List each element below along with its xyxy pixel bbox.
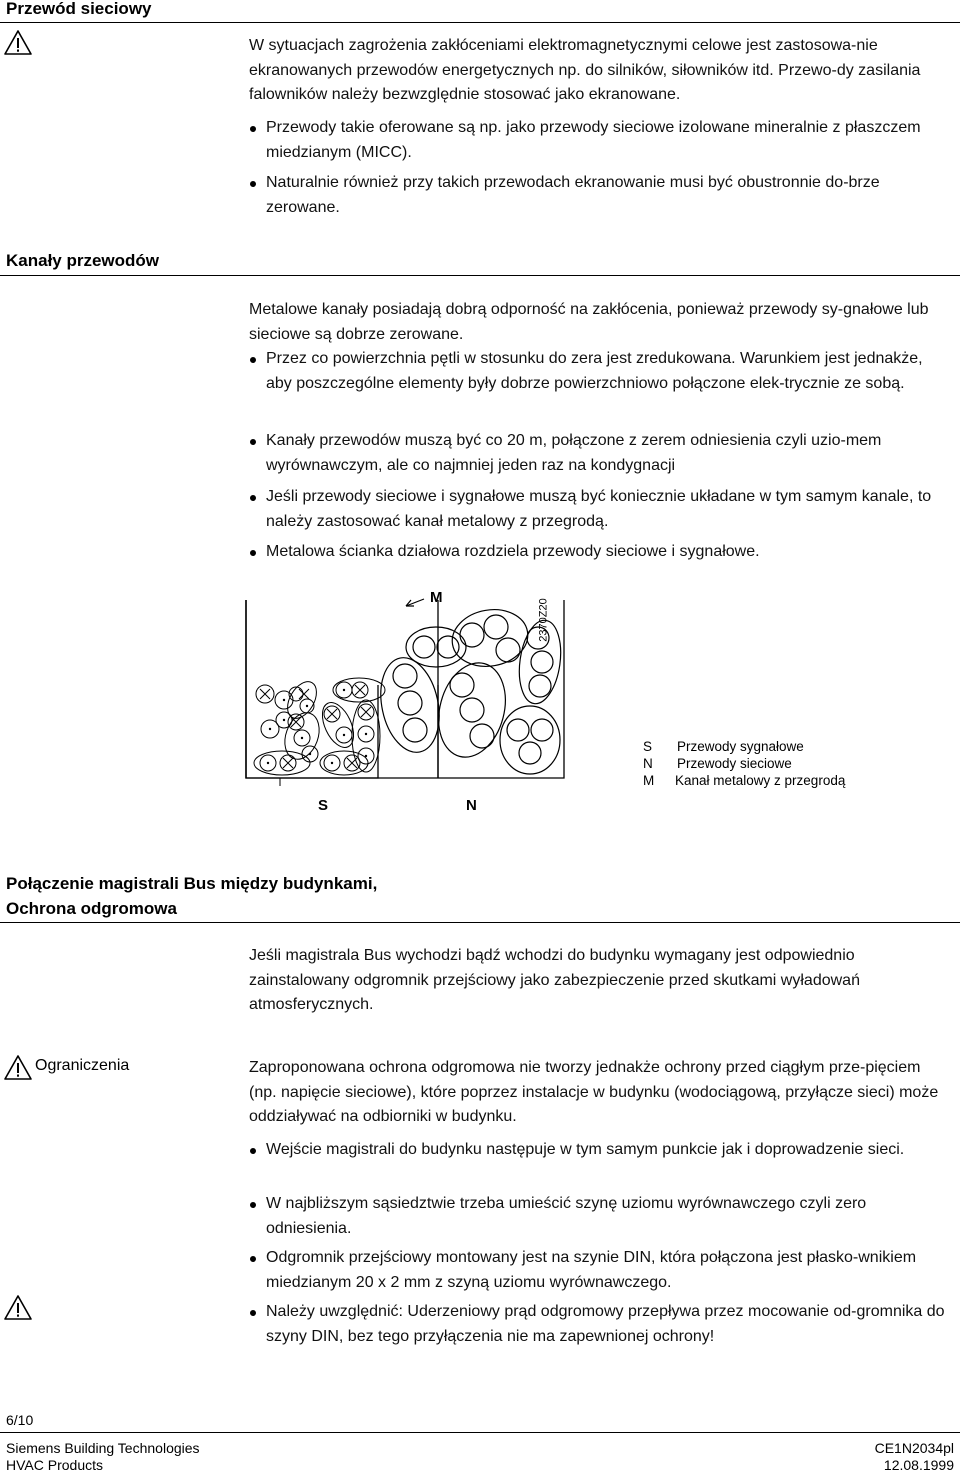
- section4-bullet-1: Wejście magistrali do budynku następuje w tym samym punkcie jak i doprowadzenie sieci.: [266, 1138, 946, 1163]
- section4-bullet-2: W najbliższym sąsiedztwie trzeba umieścić szynę uziomu wyrównawczego czyli zero odniesienia.: [266, 1192, 946, 1241]
- section-divider: [0, 275, 960, 276]
- section1-bullet-1: Przewody takie oferowane są np. jako przewody sieciowe izolowane mineralnie z płaszczem miedzianym (MICC).: [266, 116, 946, 165]
- footer-division: HVAC Products: [6, 1457, 103, 1473]
- duct-outline: [246, 600, 564, 778]
- section2-bullet-1: Przez co powierzchnia pętli w stosunku do zera jest zredukowana. Warunkiem jest jednakże, aby poszczególne elementy były dobrze powierzchniowo połączone elek-trycznie ze sobą.: [266, 347, 946, 396]
- signal-cables: [254, 677, 385, 775]
- legend-text-s: Przewody sygnałowe: [677, 739, 804, 754]
- warning-icon: [3, 1054, 33, 1081]
- warning-icon: [3, 29, 33, 56]
- side-label-ograniczenia: Ograniczenia: [35, 1057, 130, 1074]
- cable-duct-diagram: [240, 590, 570, 790]
- legend-key-n: N: [643, 756, 653, 771]
- legend-key-s: S: [643, 739, 653, 754]
- footer-company: Siemens Building Technologies: [6, 1440, 200, 1456]
- section-title-polaczenie-line2: Ochrona odgromowa: [6, 899, 177, 918]
- legend-text-m: Kanał metalowy z przegrodą: [675, 773, 846, 788]
- section1-intro: W sytuacjach zagrożenia zakłóceniami elektromagnetycznymi celowe jest zastosowa-nie ekranowanych przewodów energetycznych np. do silników, siłowników itd. Przewo-dy zasilania falowników należy bezwzględnie stosować jako ekranowane.: [249, 37, 921, 103]
- power-cables: [373, 604, 566, 774]
- legend-key-m: M: [643, 773, 655, 788]
- section2-intro: Metalowe kanały posiadają dobrą odporność na zakłócenia, ponieważ przewody sy-gnałowe lub sieciowe są dobrze zerowane.: [249, 301, 929, 343]
- footer-date: 12.08.1999: [883, 1457, 954, 1473]
- section-divider: [0, 22, 960, 23]
- diagram-label-s: S: [318, 797, 329, 814]
- section-title-przewod-sieciowy: Przewód sieciowy: [6, 0, 152, 18]
- footer-divider: [0, 1432, 960, 1433]
- footer-doc-id: CE1N2034pl: [874, 1440, 954, 1456]
- page-number: 6/10: [6, 1412, 34, 1428]
- section3-intro: Jeśli magistrala Bus wychodzi bądź wchodzi do budynku wymagany jest odpowiednio zainstalowany odgromnik przejściowy jako zabezpieczenie przed skutkami wyładowań atmosferycznych.: [249, 947, 860, 1013]
- warning-icon: [3, 1294, 33, 1321]
- section2-bullet-4: Metalowa ścianka działowa rozdziela przewody sieciowe i sygnałowe.: [266, 540, 946, 565]
- section1-bullet-2: Naturalnie również przy takich przewodach ekranowanie musi być obustronnie do-brze zerowane.: [266, 171, 946, 220]
- diagram-label-n: N: [466, 797, 477, 814]
- section2-bullet-2: Kanały przewodów muszą być co 20 m, połączone z zerem odniesienia czyli uzio-mem wyrównawczym, ale co najmniej jeden raz na kondygnacji: [266, 429, 946, 478]
- figure-id: 2370Z20: [537, 598, 550, 642]
- diagram-label-m: M: [430, 589, 443, 606]
- section2-bullet-3: Jeśli przewody sieciowe i sygnałowe muszą być koniecznie układane w tym samym kanale, to należy zastosować kanał metalowy z przegrodą.: [266, 485, 946, 534]
- legend-text-n: Przewody sieciowe: [677, 756, 792, 771]
- section-title-kanaly-przewodow: Kanały przewodów: [6, 251, 160, 270]
- section4-intro: Zaproponowana ochrona odgromowa nie tworzy jednakże ochrony przed ciągłym prze-pięciem (np. napięcie sieciowe), które poprzez instalacje w budynku (wodociągową, przyłącze sieci) może oddziaływać na odbiorniki w budynku.: [249, 1059, 939, 1125]
- section4-bullet-3: Odgromnik przejściowy montowany jest na szynie DIN, która połączona jest płasko-wnikiem miedzianym 20 x 2 mm z szyną uziomu wyrównawczego.: [266, 1246, 946, 1295]
- section4-bullet-4: Należy uwzględnić: Uderzeniowy prąd odgromowy przepływa przez mocowanie od-gromnika do szyny DIN, bez tego przyłączenia nie ma zapewnionej ochrony!: [266, 1300, 946, 1349]
- section-title-polaczenie-line1: Połączenie magistrali Bus między budynkami,: [6, 874, 378, 893]
- section-divider: [0, 922, 960, 923]
